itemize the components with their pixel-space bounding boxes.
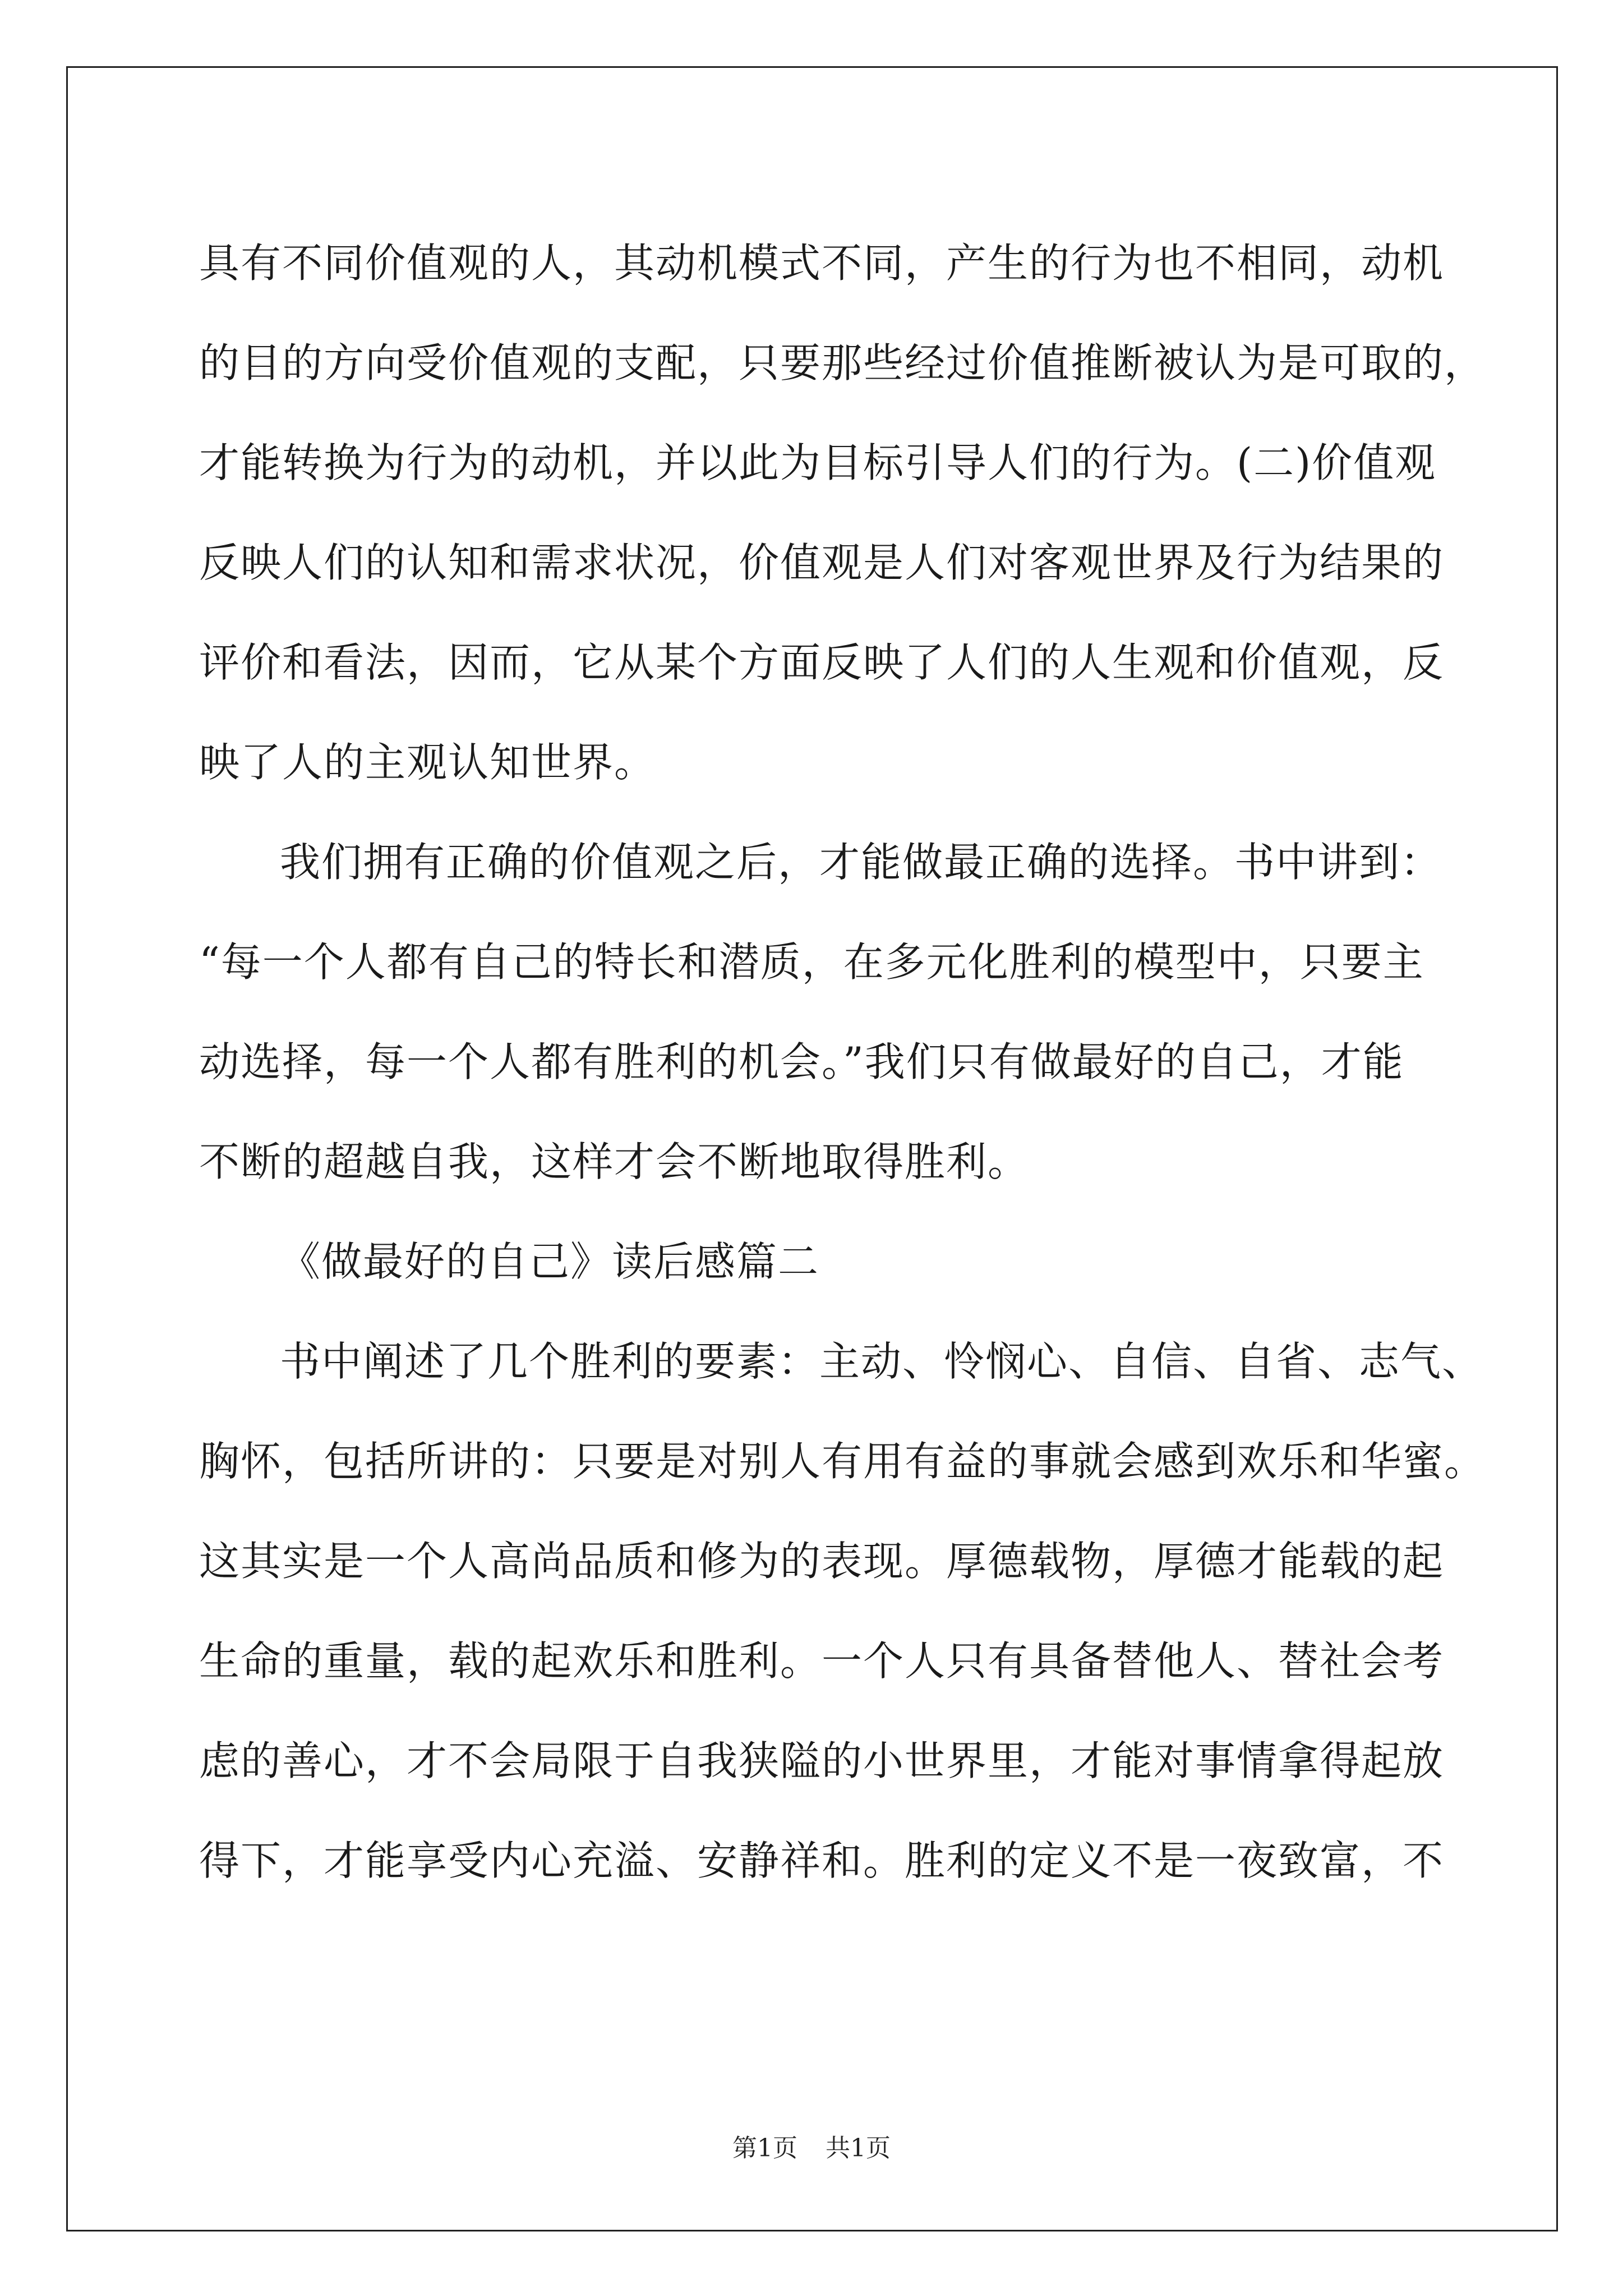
- text-line: 的目的方向受价值观的支配，只要那些经过价值推断被认为是可取的，: [199, 339, 1486, 386]
- text-line: 不断的超越自我，这样才会不断地取得胜利。: [199, 1138, 1030, 1185]
- document-body: [199, 213, 1486, 1911]
- text-line: 映了人的主观认知世界。: [199, 739, 656, 786]
- text-line: 生命的重量，载的起欢乐和胜利。一个人只有具备替他人、替社会考: [199, 1637, 1445, 1685]
- page-footer: [0, 2132, 1623, 2165]
- text-line: 得下，才能享受内心充溢、安静祥和。胜利的定义不是一夜致富，不: [199, 1837, 1445, 1884]
- text-line: 反映人们的认知和需求状况，价值观是人们对客观世界及行为结果的: [199, 539, 1445, 586]
- text-line: “每一个人都有自己的特长和潜质，在多元化胜利的模型中，只要主: [199, 938, 1424, 986]
- section-heading: 《做最好的自己》读后感篇二: [280, 1238, 820, 1285]
- text-line: 才能转换为行为的动机，并以此为目标引导人们的行为。(二)价值观: [199, 439, 1437, 486]
- text-line: 具有不同价值观的人，其动机模式不同，产生的行为也不相同，动机: [199, 240, 1445, 287]
- text-line: 胸怀，包括所讲的：只要是对别人有用有益的事就会感到欢乐和华蜜。: [199, 1438, 1486, 1485]
- page-total: 共1页: [826, 2134, 891, 2162]
- text-line: 这其实是一个人高尚品质和修为的表现。厚德载物，厚德才能载的起: [199, 1538, 1445, 1585]
- text-line: 虑的善心，才不会局限于自我狭隘的小世界里，才能对事情拿得起放: [199, 1737, 1445, 1784]
- text-line: 评价和看法，因而，它从某个方面反映了人们的人生观和价值观，反: [199, 639, 1445, 686]
- paragraph-start: 书中阐述了几个胜利的要素：主动、怜悯心、自信、自省、志气、: [280, 1338, 1484, 1385]
- page-number: 第1页: [732, 2134, 797, 2162]
- text-line: 动选择，每一个人都有胜利的机会。”我们只有做最好的自己，才能: [199, 1038, 1404, 1085]
- paragraph-start: 我们拥有正确的价值观之后，才能做最正确的选择。书中讲到：: [280, 839, 1442, 886]
